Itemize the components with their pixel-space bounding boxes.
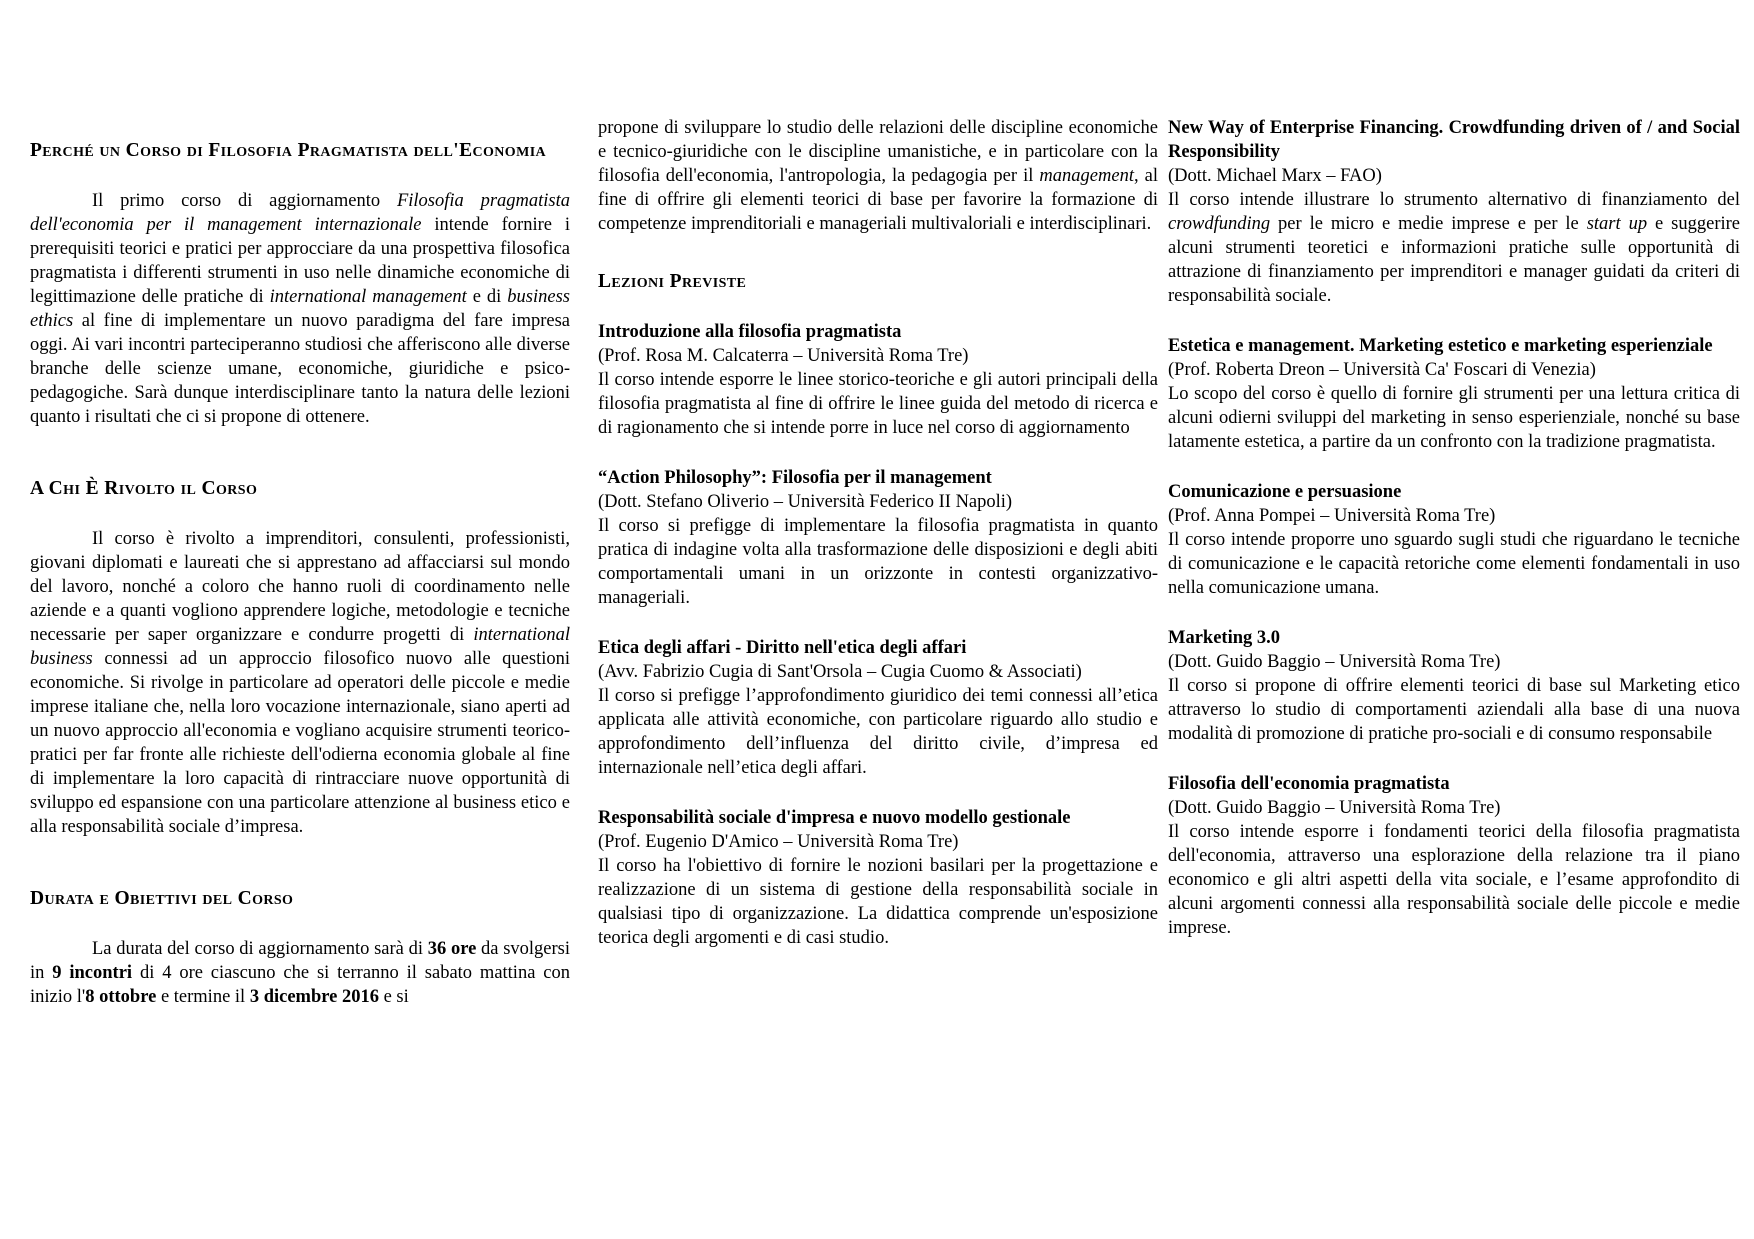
text-run: Durata e Obiettivi del Corso bbox=[30, 888, 294, 909]
section-heading-perche bbox=[30, 139, 570, 163]
text-run: intende fornire i prerequisiti teorici e pratici per approcciare da una prospettiva filosofica pragmatista i differenti strumenti in uso nelle dinamiche economiche di legittimazione delle pratiche di bbox=[30, 215, 570, 307]
text-run: 8 ottobre bbox=[85, 987, 157, 1007]
text-run: (Prof. Rosa M. Calcaterra – Università Roma Tre) bbox=[598, 346, 969, 366]
text-run: Perché un Corso di Filosofia Pragmatista dell'Economia bbox=[30, 140, 547, 161]
text-run: management bbox=[1039, 166, 1134, 186]
text-run: Il corso è rivolto a imprenditori, consulenti, professionisti, giovani diplomati e laureati che si apprestano ad affacciarsi sul mondo del lavoro, nonché a coloro che hanno ruoli di coordinamento nelle aziende e a quanti vogliono apprendere logiche, metodologie e tecniche necessarie per saper organizzare e condurre progetti di bbox=[30, 529, 570, 645]
column-center bbox=[598, 116, 1158, 950]
text-run: 3 dicembre 2016 bbox=[249, 987, 379, 1007]
course-lecturer bbox=[1168, 358, 1740, 382]
text-run: 36 ore bbox=[427, 939, 477, 959]
duration-paragraph bbox=[30, 937, 570, 1009]
course-lecturer bbox=[598, 830, 1158, 854]
text-run: Lo scopo del corso è quello di fornire gli strumenti per una lettura critica di alcuni odierni sviluppi del marketing in senso esperienziale, nonché su base latamente estetica, a partire da un confronto con la tradizione pragmatista. bbox=[1168, 384, 1740, 452]
course-description bbox=[1168, 674, 1740, 746]
text-run: e suggerire alcuni strumenti teoretici e informazioni pratiche sulle opportunità di attrazione di finanziamento per imprenditori e manager guidati da criteri di responsabilità sociale. bbox=[1168, 214, 1741, 306]
text-run: New Way of Enterprise Financing. Crowdfunding driven of / and Social Responsibility bbox=[1168, 118, 1740, 162]
text-run: Etica degli affari - Diritto nell'etica degli affari bbox=[598, 638, 967, 658]
course-title-responsabilita-sociale bbox=[598, 806, 1158, 830]
text-run: propone di sviluppare lo studio delle relazioni delle discipline economiche e tecnico-giuridiche con le discipline umanistiche, e in particolare con la filosofia dell'economia, l'antropologia, la pedagogia per il bbox=[598, 118, 1158, 186]
text-run: e si bbox=[378, 987, 409, 1007]
course-title-comunicazione bbox=[1168, 480, 1740, 504]
text-run: Il corso si prefigge l’approfondimento giuridico dei temi connessi all’etica applicata alle attività economiche, con particolare riguardo allo studio e approfondimento dell’influenza del diritto civile, d’impresa ed internazionale nell’etica degli affari. bbox=[598, 686, 1158, 778]
text-run: Lezioni Previste bbox=[598, 271, 747, 292]
text-run: international business bbox=[30, 625, 570, 669]
section-heading-a-chi bbox=[30, 477, 570, 501]
course-description bbox=[1168, 528, 1740, 600]
text-run: Filosofia dell'economia pragmatista bbox=[1168, 774, 1450, 794]
course-title-estetica bbox=[1168, 334, 1740, 358]
course-description bbox=[1168, 820, 1740, 940]
text-run: A Chi È Rivolto il Corso bbox=[30, 478, 258, 499]
course-description bbox=[598, 684, 1158, 780]
text-run: al fine di implementare un nuovo paradigma del fare impresa oggi. Ai vari incontri parteciperanno studiosi che afferiscono alle diverse branche delle scienze umane, economiche, giuridiche e psico-pedagogiche. Sarà dunque interdisciplinare tanto la natura delle lezioni quanto i risultati che ci si propone di ottenere. bbox=[30, 311, 570, 427]
course-lecturer bbox=[1168, 796, 1740, 820]
text-run: e di bbox=[466, 287, 508, 307]
text-run: (Prof. Eugenio D'Amico – Università Roma Tre) bbox=[598, 832, 959, 852]
course-lecturer bbox=[1168, 650, 1740, 674]
course-lecturer bbox=[598, 490, 1158, 514]
audience-paragraph bbox=[30, 527, 570, 839]
text-run: per le micro e medie imprese e per le bbox=[1270, 214, 1587, 234]
course-title-action-philosophy bbox=[598, 466, 1158, 490]
text-run: Comunicazione e persuasione bbox=[1168, 482, 1402, 502]
text-run: di 4 ore ciascuno che si terranno il sabato mattina con inizio l' bbox=[30, 963, 570, 1007]
text-run: crowdfunding bbox=[1168, 214, 1271, 234]
text-run: , al fine di offrire gli elementi teorici di base per favorire la formazione di competenze imprenditoriali e manageriali multivaloriali e interdisciplinari. bbox=[598, 166, 1158, 234]
continuation-paragraph bbox=[598, 116, 1158, 236]
text-run: Responsabilità sociale d'impresa e nuovo modello gestionale bbox=[598, 808, 1071, 828]
text-run: “Action Philosophy”: Filosofia per il management bbox=[598, 468, 992, 488]
text-run: international management bbox=[269, 287, 467, 307]
text-run: e termine il bbox=[156, 987, 250, 1007]
course-description bbox=[598, 368, 1158, 440]
course-lecturer bbox=[598, 660, 1158, 684]
text-run: (Dott. Michael Marx – FAO) bbox=[1168, 166, 1382, 186]
text-run: (Dott. Guido Baggio – Università Roma Tre) bbox=[1168, 652, 1501, 672]
text-run: Il corso si prefigge di implementare la filosofia pragmatista in quanto pratica di indagine volta alla trasformazione delle disposizioni e degli abiti comportamentali umani in un orizzonte in contesti organizzativo-manageriali. bbox=[598, 516, 1158, 608]
text-run: Introduzione alla filosofia pragmatista bbox=[598, 322, 902, 342]
course-lecturer bbox=[598, 344, 1158, 368]
column-right bbox=[1168, 116, 1740, 940]
course-title-marketing-30 bbox=[1168, 626, 1740, 650]
text-run: Il primo corso di aggiornamento bbox=[92, 191, 397, 211]
section-heading-durata bbox=[30, 887, 570, 911]
text-run: Il corso intende proporre uno sguardo sugli studi che riguardano le tecniche di comunicazione e le capacità retoriche come elementi fondamentali in uso nella comunicazione umana. bbox=[1168, 530, 1740, 598]
text-run: connessi ad un approccio filosofico nuovo alle questioni economiche. Si rivolge in particolare ad operatori delle piccole e medie imprese italiane che, nella loro vocazione internazionale, siano aperti ad un nuovo approccio all'economia e vogliano acquisire strumenti teorico-pratici per far fronte alle richieste dell'odierna economia globale al fine di implementare la loro capacità di rintracciare nuove opportunità di sviluppo ed espansione con una particolare attenzione al business etico e alla responsabilità sociale d’impresa. bbox=[30, 649, 570, 837]
text-run: da svolgersi in bbox=[30, 939, 570, 983]
text-run: La durata del corso di aggiornamento sarà di bbox=[92, 939, 428, 959]
text-run: (Prof. Roberta Dreon – Università Ca' Foscari di Venezia) bbox=[1168, 360, 1596, 380]
course-description bbox=[598, 854, 1158, 950]
course-title-introduzione bbox=[598, 320, 1158, 344]
course-description bbox=[598, 514, 1158, 610]
intro-paragraph bbox=[30, 189, 570, 429]
course-lecturer bbox=[1168, 504, 1740, 528]
course-lecturer bbox=[1168, 164, 1740, 188]
text-run: Il corso ha l'obiettivo di fornire le nozioni basilari per la progettazione e realizzazione di un sistema di gestione della responsabilità sociale in qualsiasi tipo di organizzazione. La didattica comprende un'esposizione teorica degli argomenti e di casi studio. bbox=[598, 856, 1158, 948]
text-run: Filosofia pragmatista dell'economia per il management internazionale bbox=[30, 191, 570, 235]
course-description bbox=[1168, 188, 1740, 308]
course-description bbox=[1168, 382, 1740, 454]
text-run: Il corso intende illustrare lo strumento alternativo di finanziamento del bbox=[1168, 190, 1740, 210]
text-run: Il corso intende esporre le linee storico-teoriche e gli autori principali della filosofia pragmatista al fine di offrire le linee guida del metodo di ricerca e di ragionamento che si intende porre in luce nel corso di aggiornamento bbox=[598, 370, 1158, 438]
course-title-new-way bbox=[1168, 116, 1740, 164]
text-run: Il corso intende esporre i fondamenti teorici della filosofia pragmatista dell'economia, attraverso una esplorazione della relazione tra il piano economico e gli altri aspetti della vita sociale, e l’esame approfondito di alcuni argomenti connessi alla responsabilità sociale delle piccole e medie imprese. bbox=[1168, 822, 1740, 938]
text-run: Il corso si propone di offrire elementi teorici di base sul Marketing etico attraverso lo studio di comportamenti aziendali alla base di una nuova modalità di promozione di pratiche pro-sociali e di consumo responsabile bbox=[1168, 676, 1740, 744]
course-title-filosofia-economia bbox=[1168, 772, 1740, 796]
text-run: business ethics bbox=[30, 287, 570, 331]
text-run: 9 incontri bbox=[52, 963, 133, 983]
text-run: Marketing 3.0 bbox=[1168, 628, 1281, 648]
text-run: (Avv. Fabrizio Cugia di Sant'Orsola – Cugia Cuomo & Associati) bbox=[598, 662, 1082, 682]
text-run: (Prof. Anna Pompei – Università Roma Tre) bbox=[1168, 506, 1496, 526]
text-run: (Dott. Guido Baggio – Università Roma Tre) bbox=[1168, 798, 1501, 818]
column-left bbox=[30, 139, 570, 1009]
text-run: start up bbox=[1586, 214, 1648, 234]
section-heading-lezioni bbox=[598, 270, 1158, 294]
course-title-etica-degli-affari bbox=[598, 636, 1158, 660]
text-run: (Dott. Stefano Oliverio – Università Federico II Napoli) bbox=[598, 492, 1013, 512]
text-run: Estetica e management. Marketing estetico e marketing esperienziale bbox=[1168, 336, 1713, 356]
